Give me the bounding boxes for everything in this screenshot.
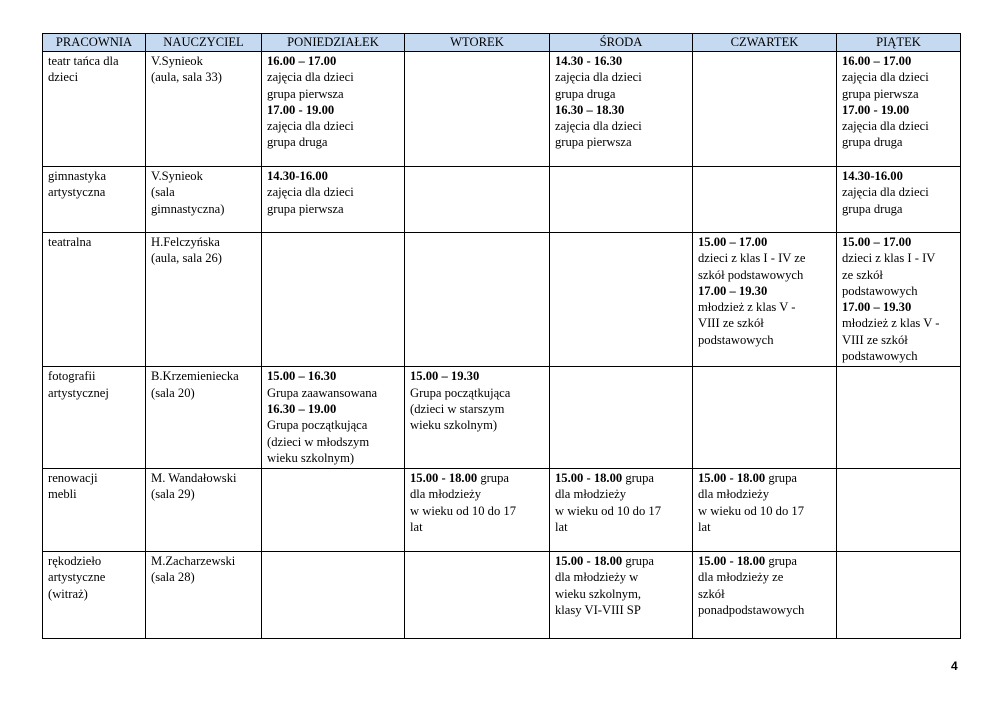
- time-suffix: grupa: [622, 471, 654, 486]
- time-suffix: grupa: [477, 471, 509, 486]
- cell-pracownia: [43, 552, 146, 639]
- cell-poniedzialek: [262, 233, 405, 367]
- time-slot: 17.00 – 19.30: [842, 300, 912, 315]
- time-slot: [555, 553, 688, 569]
- cell-line: lat: [555, 520, 568, 535]
- cell-line: młodzież z klas V -: [698, 300, 796, 315]
- schedule-table: [42, 33, 961, 639]
- cell-line: podstawowych: [842, 283, 918, 298]
- time-slot: 17.00 – 19.30: [698, 283, 768, 298]
- cell-wtorek: [405, 552, 550, 639]
- cell-line: VIII ze szkół: [698, 316, 764, 331]
- cell-sroda: [550, 233, 693, 367]
- cell-czwartek: [693, 167, 837, 233]
- cell-line: Grupa początkująca: [267, 418, 368, 433]
- cell-wtorek: [405, 367, 550, 469]
- header-piatek: PIĄTEK: [837, 34, 961, 52]
- time-label: 15.00 - 18.00: [698, 471, 766, 486]
- cell-line: zajęcia dla dzieci: [842, 70, 929, 85]
- cell-line: zajęcia dla dzieci: [555, 119, 642, 134]
- cell-line: artystyczna: [48, 185, 106, 200]
- cell-wtorek: [405, 167, 550, 233]
- cell-line: dla młodzieży w: [555, 570, 639, 585]
- cell-line: (sala 29): [151, 487, 195, 502]
- cell-line: zajęcia dla dzieci: [842, 185, 929, 200]
- cell-czwartek: [693, 552, 837, 639]
- time-slot: [698, 553, 832, 569]
- cell-line: renowacji: [48, 471, 98, 486]
- time-slot: [698, 470, 832, 486]
- cell-line: teatralna: [48, 235, 92, 249]
- cell-line: Grupa początkująca: [410, 385, 511, 400]
- table-row: [43, 469, 961, 552]
- cell-nauczyciel: [146, 233, 262, 367]
- time-slot: 14.30-16.00: [842, 169, 903, 183]
- header-pracownia: PRACOWNIA: [43, 34, 146, 52]
- cell-poniedzialek: [262, 469, 405, 552]
- cell-poniedzialek: [262, 367, 405, 469]
- cell-nauczyciel: [146, 52, 262, 167]
- cell-line: ze szkół: [842, 267, 883, 282]
- cell-line: klasy VI-VIII SP: [555, 603, 641, 618]
- header-poniedzialek: PONIEDZIAŁEK: [262, 34, 405, 52]
- cell-line: grupa druga: [555, 86, 616, 101]
- time-slot: 14.30-16.00: [267, 169, 328, 183]
- cell-pracownia: [43, 233, 146, 367]
- cell-line: szkół podstawowych: [698, 267, 804, 282]
- cell-line: zajęcia dla dzieci: [267, 70, 354, 85]
- cell-line: (witraż): [48, 586, 88, 601]
- cell-pracownia: [43, 367, 146, 469]
- cell-poniedzialek: [262, 167, 405, 233]
- cell-line: grupa druga: [842, 201, 903, 216]
- cell-czwartek: [693, 469, 837, 552]
- time-label: 15.00 - 18.00: [555, 554, 623, 569]
- cell-line: grupa pierwsza: [555, 135, 632, 150]
- cell-line: gimnastyka: [48, 169, 107, 183]
- header-sroda: ŚRODA: [550, 34, 693, 52]
- cell-line: grupa pierwsza: [842, 86, 919, 101]
- time-slot: [410, 470, 545, 486]
- cell-czwartek: [693, 233, 837, 367]
- cell-line: M.Zacharzewski: [151, 554, 236, 569]
- time-slot: 15.00 – 16.30: [267, 369, 337, 384]
- cell-line: młodzież z klas V -: [842, 316, 940, 331]
- time-label: 15.00 - 18.00: [410, 471, 478, 486]
- time-label: 15.00 - 18.00: [555, 471, 623, 486]
- time-slot: 17.00 - 19.00: [842, 102, 910, 117]
- table-row: [43, 367, 961, 469]
- cell-sroda: [550, 469, 693, 552]
- cell-pracownia: [43, 167, 146, 233]
- cell-piatek: [837, 167, 961, 233]
- cell-line: B.Krzemieniecka: [151, 369, 239, 384]
- cell-czwartek: [693, 367, 837, 469]
- cell-line: w wieku od 10 do 17: [410, 503, 516, 518]
- table-row: [43, 233, 961, 367]
- header-nauczyciel: NAUCZYCIEL: [146, 34, 262, 52]
- time-slot: 14.30 - 16.30: [555, 54, 623, 68]
- cell-line: zajęcia dla dzieci: [267, 119, 354, 134]
- cell-line: dzieci z klas I - IV ze: [698, 251, 806, 266]
- cell-nauczyciel: [146, 552, 262, 639]
- cell-sroda: [550, 167, 693, 233]
- cell-line: teatr tańca dla: [48, 54, 119, 68]
- cell-sroda: [550, 552, 693, 639]
- cell-line: artystycznej: [48, 385, 109, 400]
- cell-line: gimnastyczna): [151, 201, 225, 216]
- cell-line: podstawowych: [698, 332, 774, 347]
- cell-line: podstawowych: [842, 349, 918, 364]
- cell-line: Grupa zaawansowana: [267, 385, 378, 400]
- cell-line: wieku szkolnym): [410, 418, 498, 433]
- cell-line: dla młodzieży ze: [698, 570, 784, 585]
- table-row: [43, 167, 961, 233]
- cell-line: (dzieci w starszym: [410, 401, 505, 416]
- cell-line: (sala 20): [151, 385, 195, 400]
- table-row: [43, 552, 961, 639]
- cell-line: lat: [698, 520, 711, 535]
- time-suffix: grupa: [622, 554, 654, 569]
- cell-pracownia: [43, 52, 146, 167]
- header-row: [43, 34, 961, 52]
- cell-line: szkół: [698, 586, 725, 601]
- time-slot: 17.00 - 19.00: [267, 102, 335, 117]
- cell-line: zajęcia dla dzieci: [555, 70, 642, 85]
- cell-line: mebli: [48, 487, 77, 502]
- cell-line: w wieku od 10 do 17: [555, 503, 661, 518]
- time-suffix: grupa: [765, 471, 797, 486]
- cell-line: w wieku od 10 do 17: [698, 503, 804, 518]
- cell-sroda: [550, 52, 693, 167]
- cell-line: grupa pierwsza: [267, 201, 344, 216]
- cell-line: VIII ze szkół: [842, 332, 908, 347]
- cell-line: artystyczne: [48, 570, 106, 585]
- cell-line: dzieci z klas I - IV: [842, 251, 936, 266]
- page-number: 4: [951, 659, 958, 673]
- table-row: [43, 52, 961, 167]
- cell-wtorek: [405, 233, 550, 367]
- header-czwartek: CZWARTEK: [693, 34, 837, 52]
- cell-piatek: [837, 52, 961, 167]
- cell-line: zajęcia dla dzieci: [267, 185, 354, 200]
- cell-piatek: [837, 233, 961, 367]
- time-slot: 16.30 – 19.00: [267, 401, 337, 416]
- time-slot: 16.00 – 17.00: [267, 54, 337, 68]
- time-suffix: grupa: [765, 554, 797, 569]
- cell-nauczyciel: [146, 367, 262, 469]
- time-slot: 15.00 – 17.00: [842, 235, 912, 249]
- cell-piatek: [837, 469, 961, 552]
- cell-wtorek: [405, 469, 550, 552]
- time-slot: 16.30 – 18.30: [555, 102, 625, 117]
- cell-line: (aula, sala 33): [151, 70, 222, 85]
- cell-poniedzialek: [262, 552, 405, 639]
- time-label: 15.00 - 18.00: [698, 554, 766, 569]
- cell-line: dla młodzieży: [410, 487, 481, 502]
- time-slot: 15.00 – 17.00: [698, 235, 768, 249]
- cell-piatek: [837, 552, 961, 639]
- cell-line: dla młodzieży: [555, 487, 626, 502]
- cell-piatek: [837, 367, 961, 469]
- cell-line: grupa druga: [842, 135, 903, 150]
- cell-pracownia: [43, 469, 146, 552]
- cell-line: (sala 28): [151, 570, 195, 585]
- cell-line: fotografii: [48, 369, 96, 384]
- cell-line: V.Synieok: [151, 169, 203, 183]
- cell-poniedzialek: [262, 52, 405, 167]
- cell-nauczyciel: [146, 469, 262, 552]
- cell-sroda: [550, 367, 693, 469]
- cell-line: grupa druga: [267, 135, 328, 150]
- cell-line: ponadpodstawowych: [698, 603, 805, 618]
- cell-wtorek: [405, 52, 550, 167]
- cell-line: rękodzieło: [48, 554, 102, 569]
- cell-line: dzieci: [48, 70, 79, 85]
- time-slot: 15.00 – 19.30: [410, 369, 480, 384]
- cell-line: H.Felczyńska: [151, 235, 220, 249]
- cell-line: dla młodzieży: [698, 487, 769, 502]
- time-slot: [555, 470, 688, 486]
- cell-line: V.Synieok: [151, 54, 203, 68]
- cell-line: zajęcia dla dzieci: [842, 119, 929, 134]
- cell-line: lat: [410, 520, 423, 535]
- cell-nauczyciel: [146, 167, 262, 233]
- cell-line: (aula, sala 26): [151, 251, 222, 266]
- cell-line: (dzieci w młodszym: [267, 434, 370, 449]
- cell-line: (sala: [151, 185, 175, 200]
- cell-line: M. Wandałowski: [151, 471, 237, 486]
- cell-line: wieku szkolnym,: [555, 586, 642, 601]
- cell-line: wieku szkolnym): [267, 450, 355, 465]
- time-slot: 16.00 – 17.00: [842, 54, 912, 68]
- cell-czwartek: [693, 52, 837, 167]
- cell-line: grupa pierwsza: [267, 86, 344, 101]
- header-wtorek: WTOREK: [405, 34, 550, 52]
